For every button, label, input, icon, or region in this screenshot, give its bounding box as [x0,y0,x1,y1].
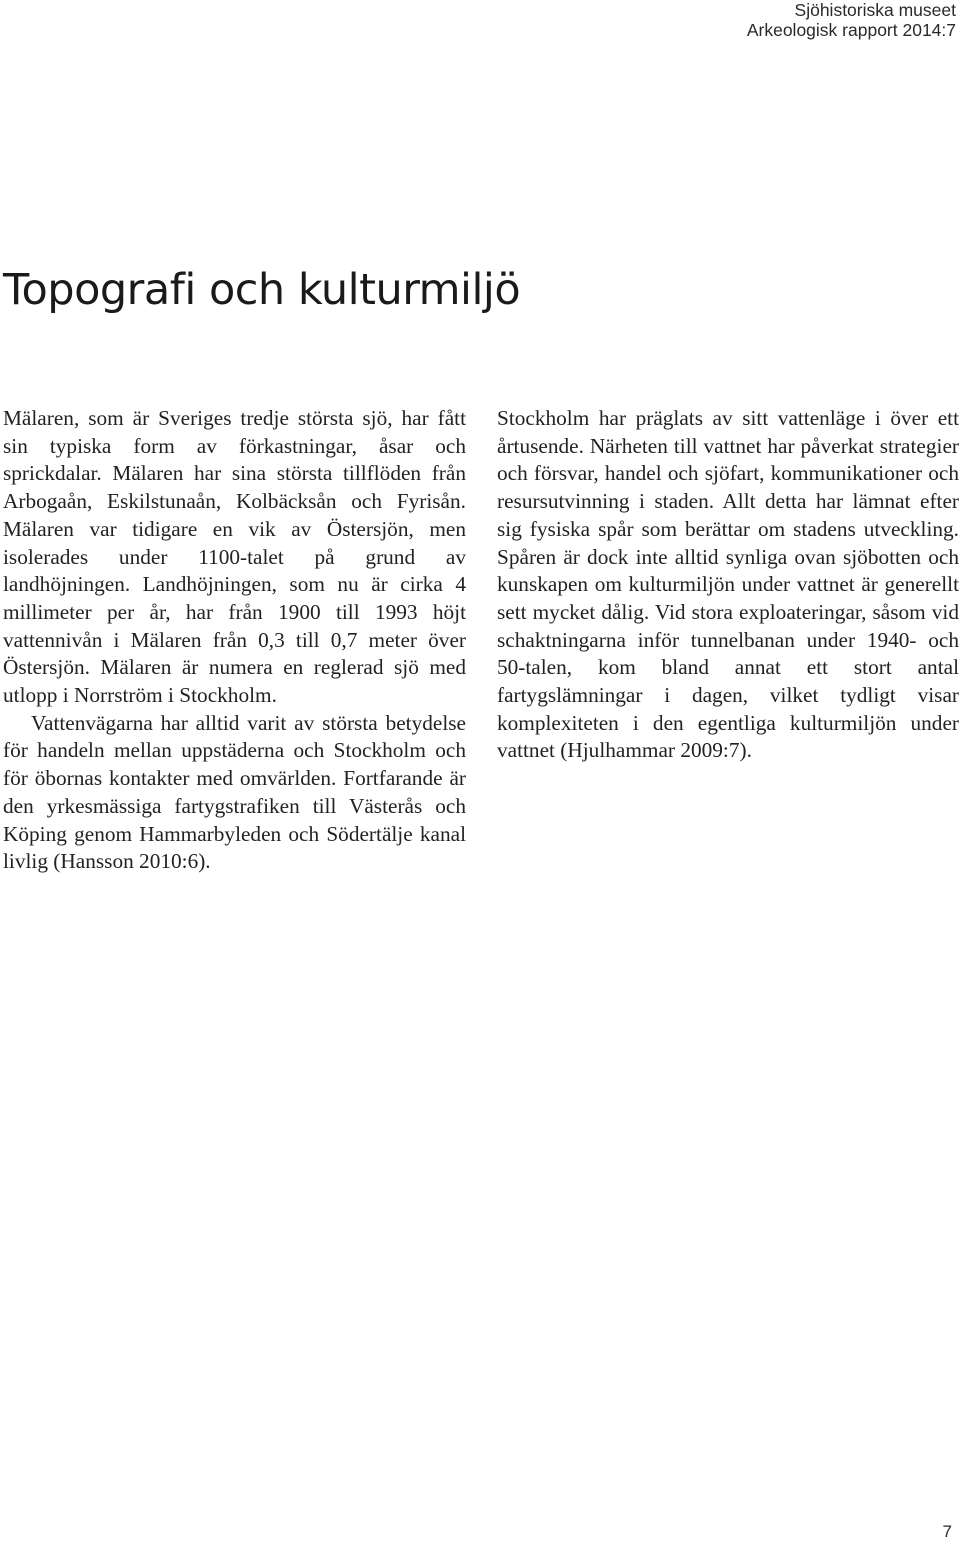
page-title: Topografi och kulturmiljö [3,265,521,315]
left-text-column [3,405,466,876]
page-header [747,0,956,40]
publisher-name: Sjöhistoriska museet [794,0,956,20]
report-number: Arkeologisk rapport 2014:7 [746,20,956,40]
right-text-column [497,405,959,765]
body-paragraph: Vattenvägarna har alltid varit av största betydelse för handeln mellan uppstäderna och Stockholm och för öbornas kontakter med omvärlden. Fortfarande är den yrkesmässiga fartygstrafiken till Västerås och Köping genom Hammarbyleden och Södertälje kanal livlig (Hansson 2010:6). [3,710,466,874]
page-number: 7 [942,1522,952,1541]
body-paragraph: Mälaren, som är Sveriges tredje största sjö, har fått sin typiska form av förkastningar, åsar och sprickdalar. Mälaren har sina största tillflöden från Arbogaån, Eskilstunaån, Kolbäcksån och Fyrisån. Mälaren var tidigare en vik av Östersjön, men isolerades under 1100-talet på grund av landhöjningen. Landhöjningen, som nu är cirka 4 millimeter per år, har från 1900 till 1993 höjt vattennivån i Mälaren från 0,3 till 0,7 meter över Östersjön. Mälaren är numera en reglerad sjö med utlopp i Norrström i Stockholm. [3,406,466,708]
body-paragraph: Stockholm har präglats av sitt vattenläge i över ett årtusende. Närheten till vattnet har påverkat strategier och försvar, handel och sjöfart, kommunikationer och resursutvinning i staden. Allt detta har lämnat efter sig fysiska spår som berättar om stadens utveckling. Spåren är dock inte alltid synliga ovan sjöbotten och kunskapen om kulturmiljön under vattnet är generellt sett mycket dålig. Vid stora exploateringar, såsom vid schaktningarna inför tunnelbanan under 1940- och 50-talen, kom bland annat ett stort antal fartygslämningar i dagen, vilket tydligt visar komplexiteten i den egentliga kulturmiljön under vattnet (Hjulhammar 2009:7). [497,406,959,763]
